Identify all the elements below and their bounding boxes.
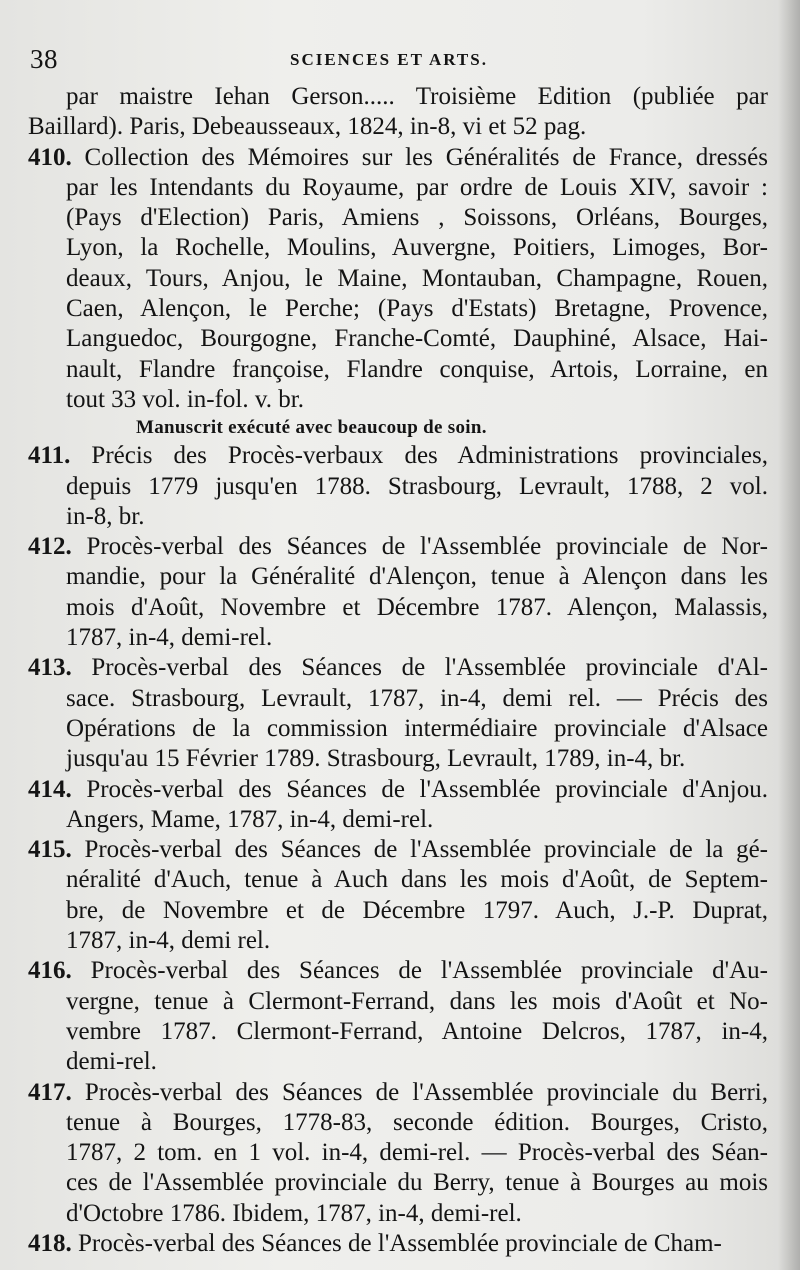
text-line: nault, Flandre françoise, Flandre conquise, Artois, Lorraine, en [66,355,768,383]
page-edge-shadow [778,0,800,1270]
text-line: Angers, Mame, 1787, in-4, demi-rel. [66,805,434,833]
text-line: jusqu'au 15 Février 1789. Strasbourg, Levrault, 1789, in-4, br. [66,745,686,773]
intro-continuation [28,82,768,143]
entry-first-line [28,775,768,805]
text-line: (Pays d'Election) Paris, Amiens , Soissons, Orléans, Bourges, [66,204,768,232]
text-line: mois d'Août, Novembre et Décembre 1787. Alençon, Malassis, [66,593,768,621]
entry-first-line [28,653,768,683]
text-line: 1787, in-4, demi-rel. [66,624,273,652]
text-line: par maistre Iehan Gerson..... Troisième Edition (publiée par [66,83,768,110]
entry-title-text: Procès-verbal des Séances de l'Assemblée provinciale du Berri, [84,1078,769,1106]
entry-title-text: Procès-verbal des Séances de l'Assemblée provinciale de Nor- [86,533,768,561]
text-line: 1787, 2 tom. en 1 vol. in-4, demi-rel. — Procès-verbal des Séan- [66,1139,768,1167]
catalog-entry [28,775,768,836]
entry-title-text: Procès-verbal des Séances de l'Assemblée provinciale de Cham- [78,1229,722,1257]
entry-list [28,143,768,1260]
text-line: par les Intendants du Royaume, par ordre de Louis XIV, savoir : [66,173,768,201]
catalog-entry [28,956,768,1077]
text-line: bre, de Novembre et de Décembre 1797. Auch, J.-P. Duprat, [66,896,768,924]
text-line: tenue à Bourges, 1778-83, seconde édition. Bourges, Cristo, [66,1108,768,1136]
text-line: demi-rel. [66,1048,157,1076]
entry-title-text: Procès-verbal des Séances de l'Assemblée provinciale d'Au- [90,957,768,985]
entry-number: 413. [28,654,72,682]
entry-number: 414. [28,775,72,803]
entry-number: 415. [28,836,72,864]
entry-first-line [28,441,768,471]
entry-first-line [28,143,768,173]
text-line: 1787, in-4, demi rel. [66,927,271,955]
entry-title-text: Procès-verbal des Séances de l'Assemblée provinciale d'Al- [91,654,768,682]
entry-first-line [28,1229,768,1259]
entry-number: 412. [28,533,72,561]
entry-title-text: Procès-verbal des Séances de l'Assemblée provinciale de la gé- [84,836,769,864]
text-line: vergne, tenue à Clermont-Ferrand, dans les mois d'Août et No- [66,987,768,1015]
page-body [28,82,768,1259]
text-line: deaux, Tours, Anjou, le Maine, Montauban, Champagne, Rouen, [66,264,768,292]
running-head: SCIENCES ET ARTS. [290,50,488,69]
entry-title-text: Collection des Mémoires sur les Généralités de France, dressés [84,143,768,171]
catalog-entry [28,143,768,442]
catalog-entry [28,1078,768,1229]
text-line: tout 33 vol. in-fol. v. br. [66,385,304,413]
text-line: Baillard). Paris, Debeausseaux, 1824, in-8, vi et 52 pag. [28,113,587,141]
catalog-entry [28,1229,768,1259]
entry-number: 411. [28,442,71,470]
text-line: ces de l'Assemblée provinciale du Berry, tenue à Bourges au mois [66,1169,768,1197]
text-line: mandie, pour la Généralité d'Alençon, tenue à Alençon dans les [66,563,768,591]
catalog-entry [28,441,768,532]
entry-first-line [28,956,768,986]
entry-title-text: Procès-verbal des Séances de l'Assemblée provinciale d'Anjou. [86,775,768,803]
entry-number: 417. [28,1078,72,1106]
catalog-entry [28,653,768,774]
entry-first-line [28,532,768,562]
text-line: d'Octobre 1786. Ibidem, 1787, in-4, demi-rel. [66,1199,522,1227]
page-number: 38 [30,44,58,74]
text-line: in-8, br. [66,502,145,530]
catalog-entry [28,532,768,653]
text-line: Opérations de la commission intermédiaire provinciale d'Alsace [66,714,768,742]
catalog-entry [28,835,768,956]
text-line: Lyon, la Rochelle, Moulins, Auvergne, Poitiers, Limoges, Bor- [66,234,768,262]
entry-first-line [28,835,768,865]
text-line: Caen, Alençon, le Perche; (Pays d'Estats) Bretagne, Provence, [66,295,768,323]
entry-number: 418. [28,1229,72,1257]
text-line: Languedoc, Bourgogne, Franche-Comté, Dauphiné, Alsace, Hai- [66,325,768,353]
entry-number: 410. [28,143,72,171]
text-line: depuis 1779 jusqu'en 1788. Strasbourg, Levrault, 1788, 2 vol. [66,472,768,500]
entry-title-text: Précis des Procès-verbaux des Administrations provinciales, [91,442,769,470]
entry-first-line [28,1078,768,1108]
text-line: sace. Strasbourg, Levrault, 1787, in-4, demi rel. — Précis des [66,684,768,712]
text-line: vembre 1787. Clermont-Ferrand, Antoine Delcros, 1787, in-4, [66,1017,768,1045]
entry-number: 416. [28,957,72,985]
page-header [30,44,760,76]
text-line: néralité d'Auch, tenue à Auch dans les mois d'Août, de Septem- [66,866,768,894]
entry-note: Manuscrit exécuté avec beaucoup de soin. [136,417,487,439]
